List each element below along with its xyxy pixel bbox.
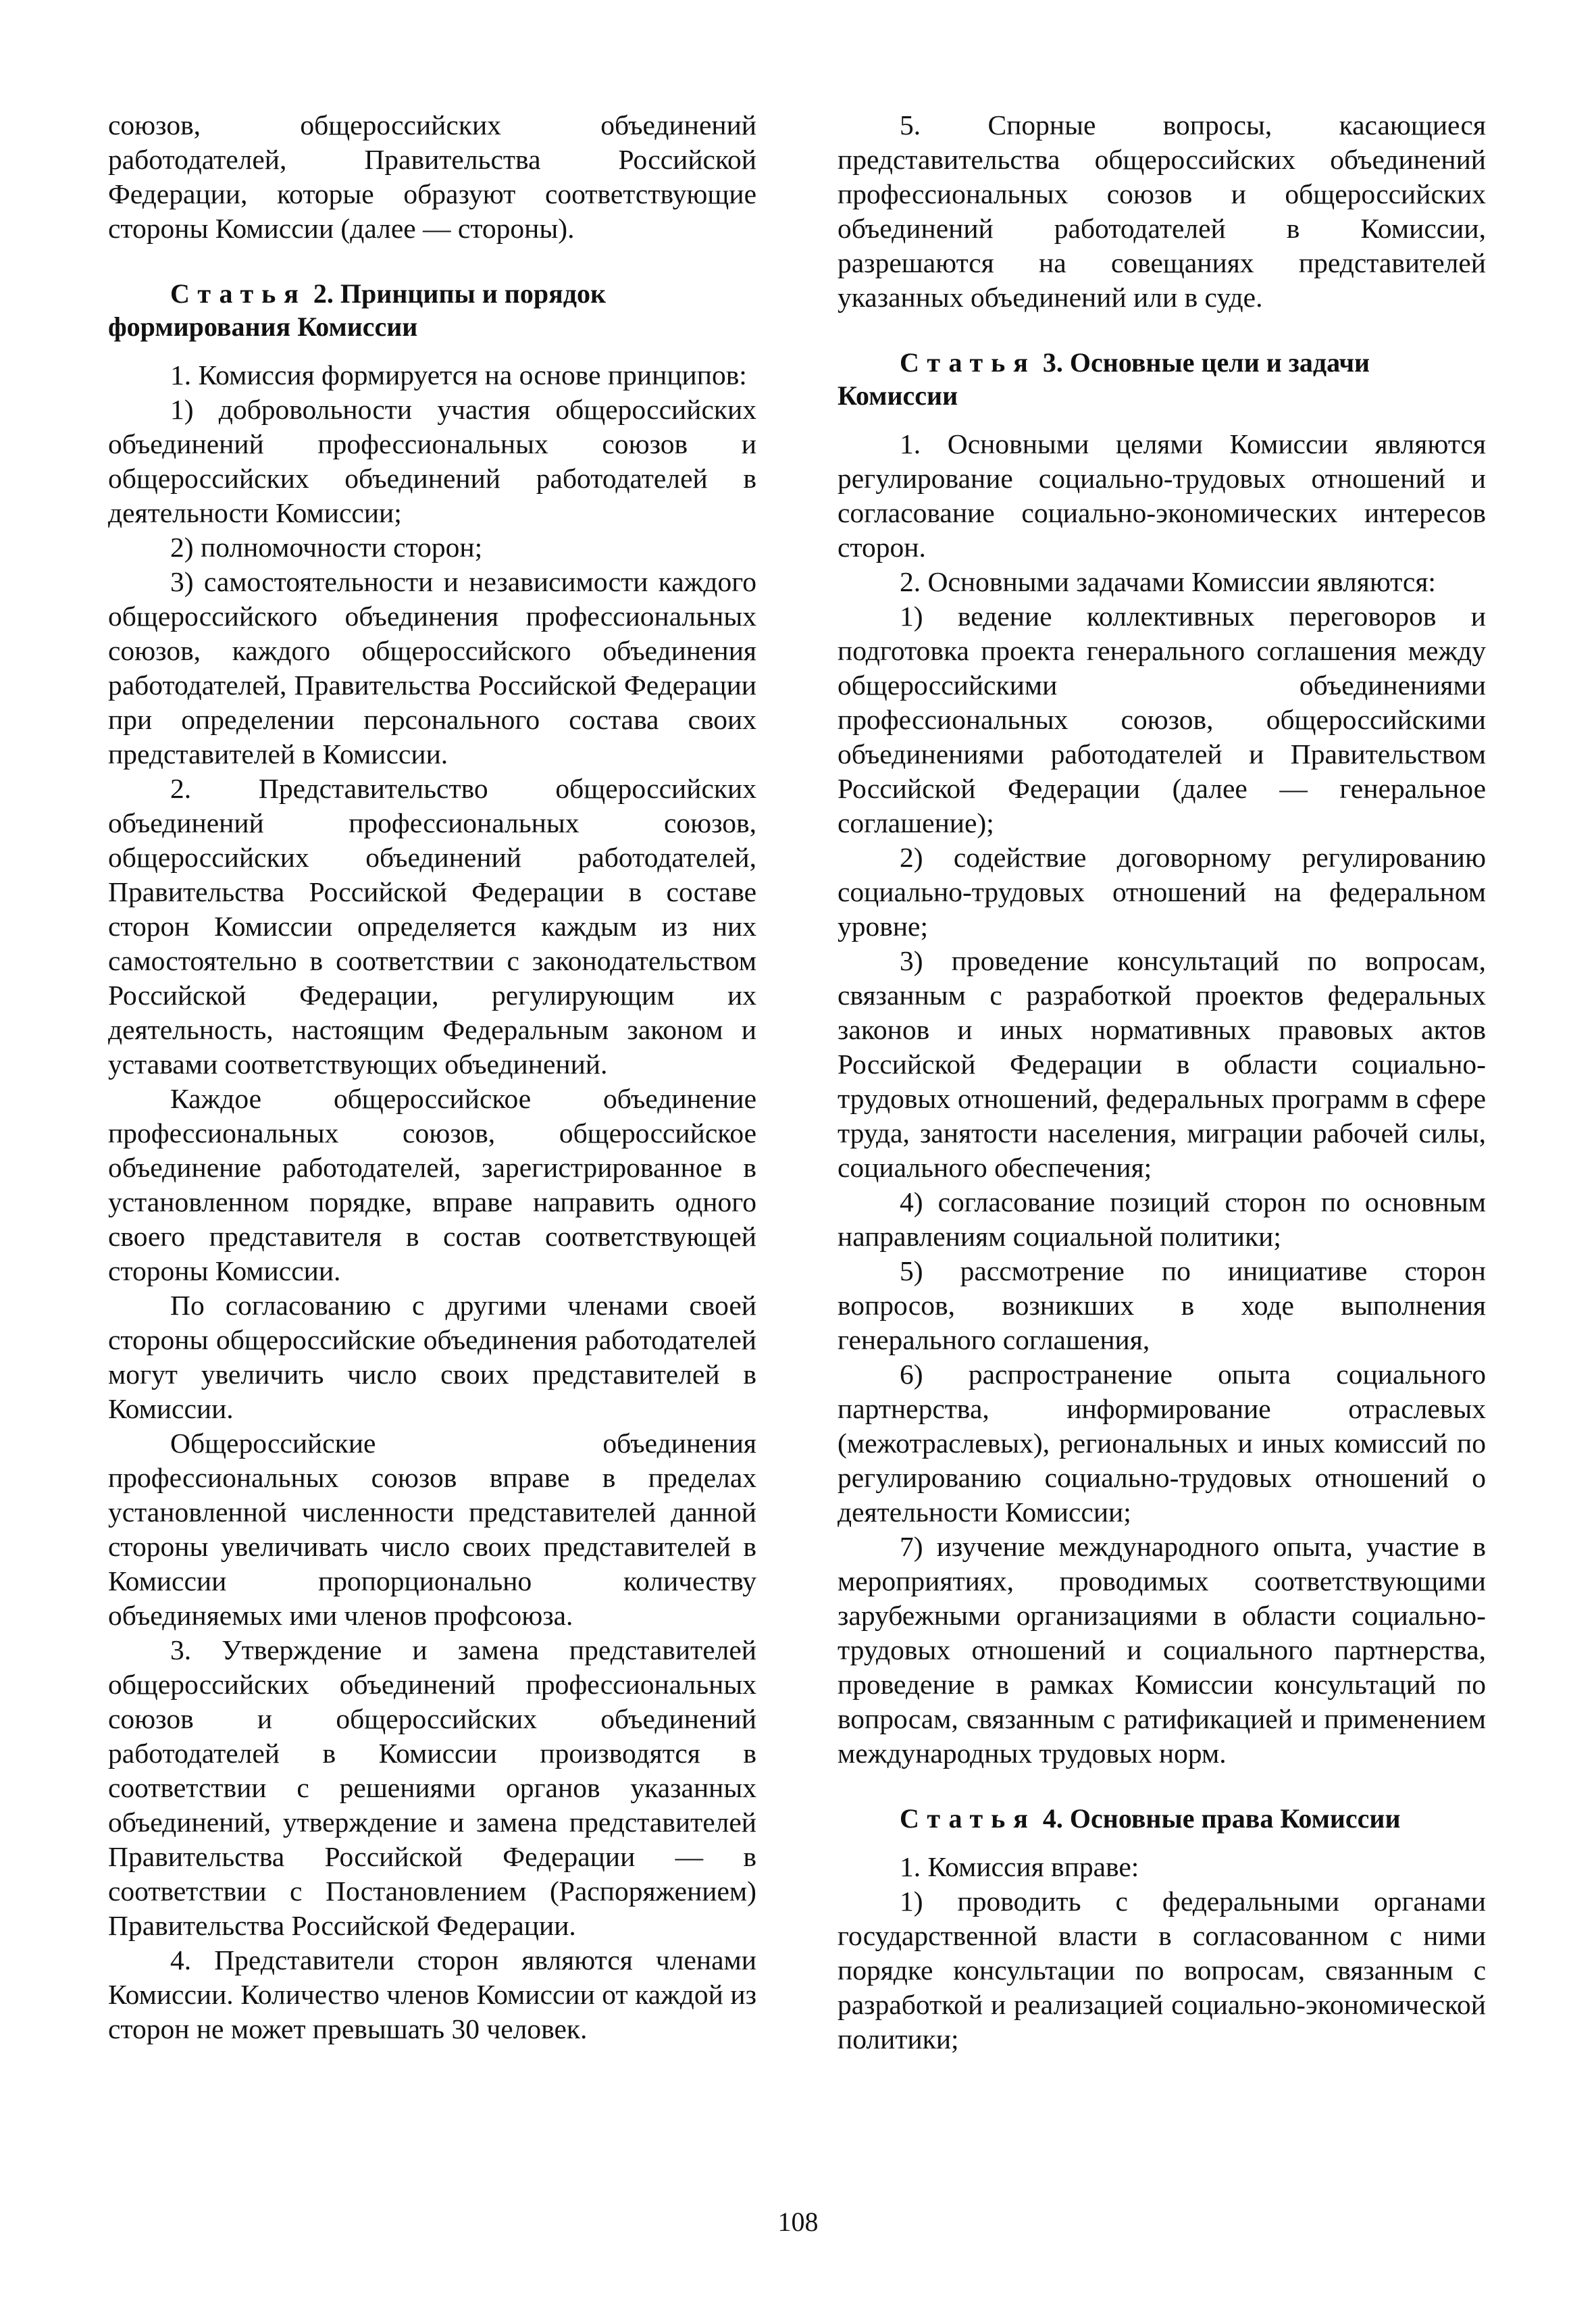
- article-3-clause-2-item-3: 3) проведение консультаций по вопросам, связанным с разработкой проектов федеральных законов и иных нормативных правовых актов Российской Федерации в области социально-трудовых отношений, федеральных программ в сфере труда, занятости населения, миграции рабочей силы, социального обеспечения;: [838, 945, 1486, 1183]
- article-2-word: Статья: [170, 278, 307, 309]
- article-2-clause-2-para-a: Каждое общероссийское объединение профессиональных союзов, общероссийское объединение работодателей, зарегистрированное в установленном порядке, вправе направить одного своего представителя в состав соответствующей стороны Комиссии.: [108, 1083, 756, 1286]
- article-2-heading: [108, 277, 756, 343]
- article-3-clause-2-item-2: 2) содействие договорному регулированию социально-трудовых отношений на федеральном уровне;: [838, 842, 1486, 942]
- article-2-clause-3: 3. Утверждение и замена представителей общероссийских объединений профессиональных союзов и общероссийских объединений работодателей в Комиссии производятся в соответствии с решениями органов указанных объединений, утверждение и замена представителей Правительства Российской Федерации — в соответствии с Постановлением (Распоряжением) Правительства Российской Федерации.: [108, 1634, 756, 1941]
- article-2-clause-5: 5. Спорные вопросы, касающиеся представительства общероссийских объединений профессиональных союзов и общероссийских объединений работодателей в Комиссии, разрешаются на совещаниях представителей указанных объединений или в суде.: [838, 109, 1486, 313]
- article-2-clause-1-item-2: 2) полномочности сторон;: [170, 532, 483, 563]
- article-3-word: Статья: [900, 347, 1036, 378]
- article-3-clause-2-item-4: 4) согласование позиций сторон по основным направлениям социальной политики;: [838, 1186, 1486, 1252]
- article-4-word: Статья: [900, 1803, 1036, 1834]
- article-2-clause-4: 4. Представители сторон являются членами Комиссии. Количество членов Комиссии от каждой из сторон не может превышать 30 человек.: [108, 1944, 756, 2044]
- article-4-clause-1-item-1: 1) проводить с федеральными органами государственной власти в согласованном с ними порядке консультации по вопросам, связанным с разработкой и реализацией социально-экономической политики;: [838, 1886, 1486, 2055]
- article-3-clause-1: 1. Основными целями Комиссии являются регулирование социально-трудовых отношений и согласование социально-экономических интересов сторон.: [838, 428, 1486, 563]
- article-3-clause-2-item-1: 1) ведение коллективных переговоров и подготовка проекта генерального соглашения между общероссийскими объединениями профессиональных союзов, общероссийскими объединениями работодателей и Правительством Российской Федерации (далее — генеральное соглашение);: [838, 601, 1486, 838]
- article-3-clause-2: 2. Основными задачами Комиссии являются:: [900, 566, 1436, 597]
- page-number: 108: [777, 2207, 819, 2237]
- right-column: [838, 108, 1486, 2057]
- article-3-title: 3. Основные цели и задачи Комиссии: [838, 347, 1370, 411]
- article-3-clause-2-item-7: 7) изучение международного опыта, участие в мероприятиях, проводимых соответствующими зарубежными организациями в области социально-трудовых отношений и социального партнерства, проведение в рамках Комиссии консультаций по вопросам, связанным с ратификацией и применением международных трудовых норм.: [838, 1531, 1486, 1769]
- paragraph-intro: союзов, общероссийских объединений работодателей, Правительства Российской Федерации, которые образуют соответствующие стороны Комиссии (далее — стороны).: [108, 109, 756, 244]
- article-2-clause-2-para-b: По согласованию с другими членами своей стороны общероссийские объединения работодателей могут увеличить число своих представителей в Комиссии.: [108, 1290, 756, 1424]
- article-3-clause-2-item-5: 5) рассмотрение по инициативе сторон вопросов, возникших в ходе выполнения генерального соглашения,: [838, 1255, 1486, 1355]
- article-2-clause-1-item-1: 1) добровольности участия общероссийских объединений профессиональных союзов и общероссийских объединений работодателей в деятельности Комиссии;: [108, 394, 756, 528]
- article-3-heading: [838, 346, 1486, 412]
- article-2-clause-1-item-3: 3) самостоятельности и независимости каждого общероссийского объединения профессиональных союзов, каждого общероссийского объединения работодателей, Правительства Российской Федерации при определении персонального состава своих представителей в Комиссии.: [108, 566, 756, 770]
- article-2-clause-2: 2. Представительство общероссийских объединений профессиональных союзов, общероссийских объединений работодателей, Правительства Российской Федерации в составе сторон Комиссии определяется каждым из них самостоятельно в соответствии с законодательством Российской Федерации, регулирующим их деятельность, настоящим Федеральным законом и уставами соответствующих объединений.: [108, 773, 756, 1080]
- article-2-clause-1: 1. Комиссия формируется на основе принципов:: [170, 359, 747, 391]
- article-4-title: 4. Основные права Комиссии: [1042, 1803, 1401, 1834]
- article-4-clause-1: 1. Комиссия вправе:: [900, 1851, 1139, 1882]
- article-2-title: 2. Принципы и порядок формирования Комиссии: [108, 278, 606, 342]
- article-4-heading: [838, 1802, 1486, 1835]
- article-2-clause-2-para-c: Общероссийские объединения профессиональных союзов вправе в пределах установленной численности представителей данной стороны увеличивать число своих представителей в Комиссии пропорционально количеству объединяемых ими членов профсоюза.: [108, 1428, 756, 1631]
- left-column: [108, 108, 756, 2046]
- article-3-clause-2-item-6: 6) распространение опыта социального партнерства, информирование отраслевых (межотраслевых), региональных и иных комиссий по регулированию социально-трудовых отношений о деятельности Комиссии;: [838, 1359, 1486, 1528]
